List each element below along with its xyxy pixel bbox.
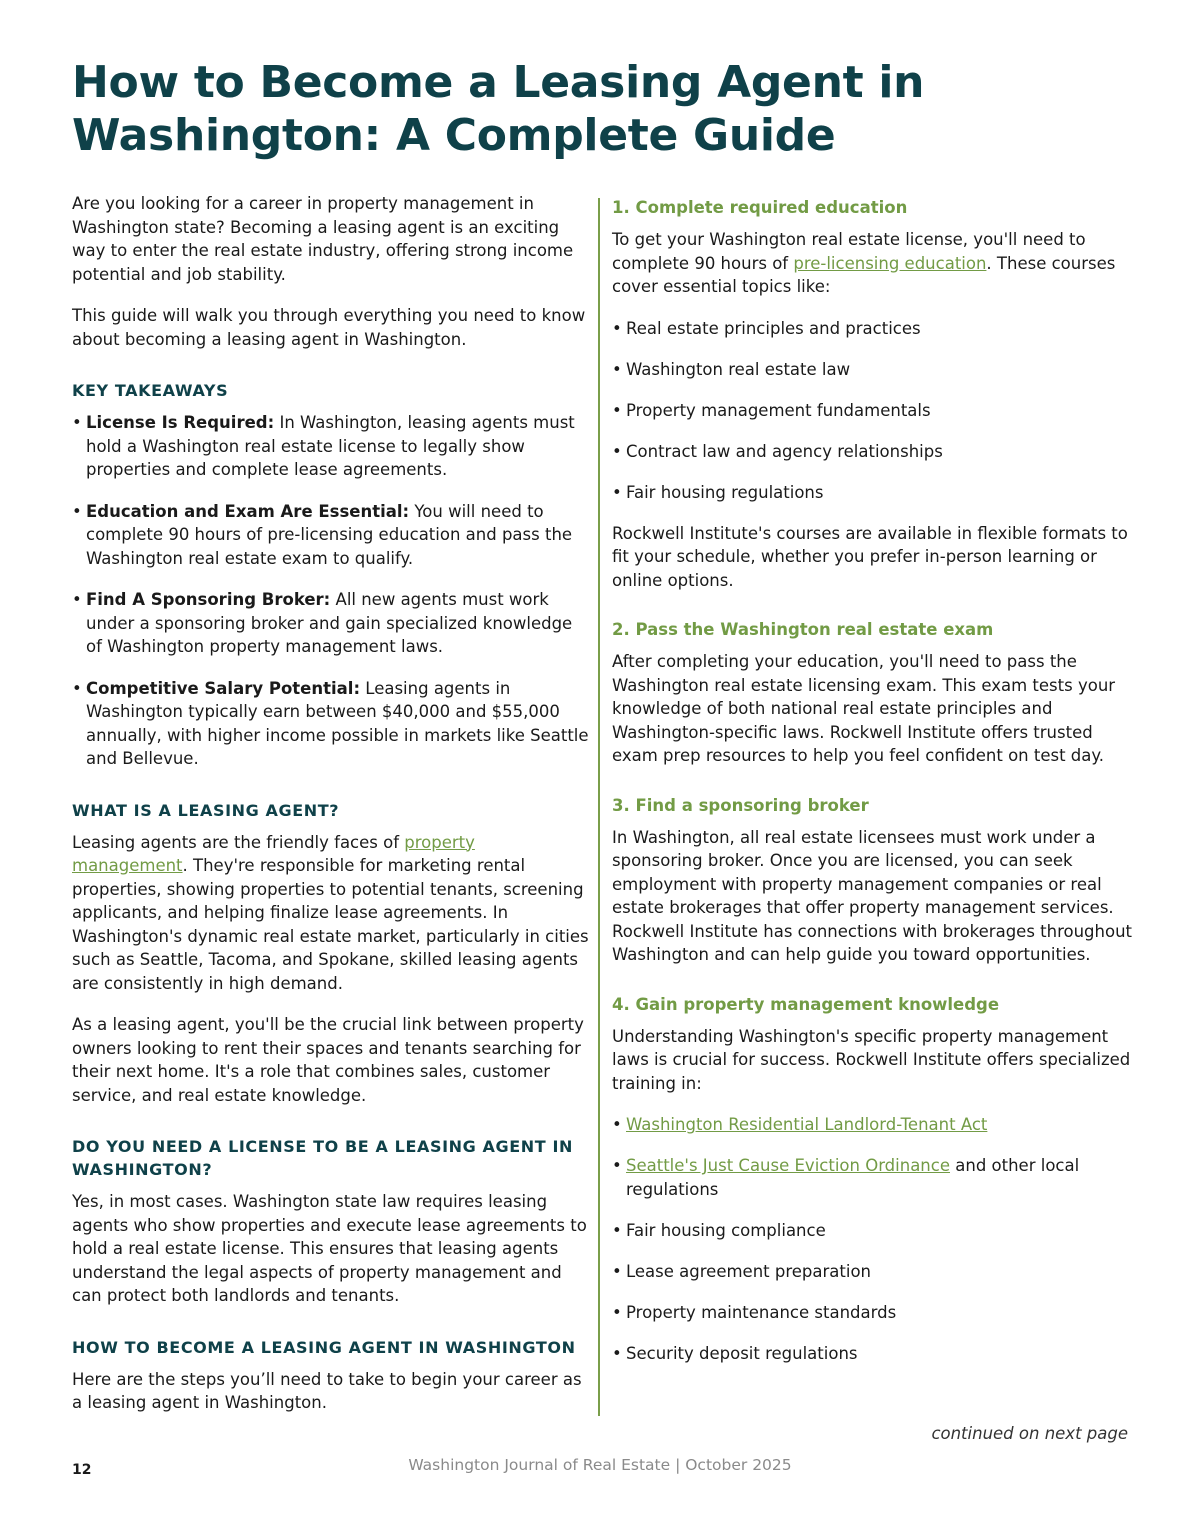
text-span: . They're responsible for marketing rental properties, showing properties to potential tenants, screening applicants, and helping finalize lease agreements. In Washington's dynamic real estate market, particularly in cities such as Seattle, Tacoma, and Spokane, skilled leasing agents are consistently in high demand. <box>72 856 589 993</box>
what-is-heading: WHAT IS A LEASING AGENT? <box>72 800 340 820</box>
takeaway-text: All new agents must work under a sponsoring broker and gain specialized knowledge of Washington property management laws. <box>86 590 573 656</box>
intro-paragraph-2: This guide will walk you through everything you need to know about becoming a leasing agent in Washington. <box>72 306 586 349</box>
right-column <box>612 196 1137 1365</box>
text-span: To get your Washington real estate license, you'll need to complete 90 hours of <box>612 230 1086 273</box>
step-4-paragraph: Understanding Washington's specific property management laws is crucial for success. Rockwell Institute offers specialized training in: <box>612 1026 1131 1093</box>
step-4-heading: 4. Gain property management knowledge <box>612 994 1000 1014</box>
text-span: Leasing agents are the friendly faces of <box>72 832 405 852</box>
step-2-paragraph: After completing your education, you'll need to pass the Washington real estate licensing exam. This exam tests your knowledge of both national real estate principles and Washington-specific laws. Rockwell Institute offers trusted exam prep resources to help you feel confident on test day. <box>612 652 1116 765</box>
list-item: • Fair housing regulations <box>612 481 1137 505</box>
step-3-heading: 3. Find a sponsoring broker <box>612 795 869 815</box>
takeaway-text: You will need to complete 90 hours of pre-licensing education and pass the Washington real estate exam to qualify. <box>86 501 573 568</box>
list-item: • Real estate principles and practices <box>612 317 1137 341</box>
step-4-training-list <box>612 1113 1137 1365</box>
takeaway-text: In Washington, leasing agents must hold a Washington real estate license to legally show properties and complete lease agreements. <box>86 413 575 479</box>
takeaway-text: Leasing agents in Washington typically earn between $40,000 and $55,000 annually, with higher income possible in markets like Seattle and Bellevue. <box>86 678 589 768</box>
step-1-heading: 1. Complete required education <box>612 198 908 217</box>
continued-note: continued on next page <box>931 1424 1128 1443</box>
list-item: • Property management fundamentals <box>612 399 1137 423</box>
how-to-paragraph: Here are the steps you’ll need to take to begin your career as a leasing agent in Washington. <box>72 1369 582 1412</box>
step-2-heading: 2. Pass the Washington real estate exam <box>612 620 994 639</box>
list-item <box>612 1113 1137 1137</box>
property-management-link[interactable]: property management <box>72 832 475 875</box>
what-is-paragraph-1 <box>72 831 592 996</box>
left-column <box>72 192 592 1415</box>
list-item <box>72 500 592 571</box>
page-number: 12 <box>72 1462 92 1478</box>
intro-paragraph-1: Are you looking for a career in property management in Washington state? Becoming a leasing agent is an exciting way to enter the real estate industry, offering strong income potential and job stability. <box>72 194 574 284</box>
takeaway-label: Education and Exam Are Essential: <box>86 501 410 521</box>
text-span: and other local regulations <box>626 1156 1080 1199</box>
list-item: • Fair housing compliance <box>612 1219 1137 1243</box>
list-item: • Washington real estate law <box>612 358 1137 382</box>
eviction-ordinance-link[interactable]: Seattle's Just Cause Eviction Ordinance <box>626 1156 950 1175</box>
list-item: • Security deposit regulations <box>612 1342 1137 1366</box>
step-1-paragraph <box>612 228 1137 299</box>
takeaway-label: Find A Sponsoring Broker: <box>86 590 331 609</box>
license-paragraph: Yes, in most cases. Washington state law requires leasing agents who show properties and execute lease agreements to hold a real estate license. This ensures that leasing agents understand the legal aspects of property management and can protect both landlords and tenants. <box>72 1192 587 1305</box>
key-takeaways-heading: KEY TAKEAWAYS <box>72 381 229 400</box>
list-item <box>612 1154 1137 1201</box>
list-item: • Lease agreement preparation <box>612 1260 1137 1284</box>
takeaway-label: License Is Required: <box>86 413 275 432</box>
page-title: How to Become a Leasing Agent in Washington: A Complete Guide <box>72 57 925 161</box>
key-takeaways-list <box>72 411 592 771</box>
list-item <box>72 677 592 771</box>
step-1-topics-list <box>612 317 1137 505</box>
footer-publication: Washington Journal of Real Estate | October 2025 <box>408 1456 792 1474</box>
list-item: • Contract law and agency relationships <box>612 440 1137 464</box>
license-heading: DO YOU NEED A LICENSE TO BE A LEASING AGENT IN WASHINGTON? <box>72 1137 573 1179</box>
list-item <box>72 411 592 482</box>
landlord-tenant-act-link[interactable]: Washington Residential Landlord-Tenant Act <box>626 1115 988 1134</box>
list-item <box>72 588 592 659</box>
step-1-after-paragraph: Rockwell Institute's courses are available in flexible formats to fit your schedule, whether you prefer in-person learning or online options. <box>612 523 1128 590</box>
list-item: • Property maintenance standards <box>612 1301 1137 1325</box>
what-is-paragraph-2: As a leasing agent, you'll be the crucial link between property owners looking to rent their spaces and tenants searching for their next home. It's a role that combines sales, customer service, and real estate knowledge. <box>72 1015 584 1105</box>
how-to-heading: HOW TO BECOME A LEASING AGENT IN WASHINGTON <box>72 1337 576 1357</box>
takeaway-label: Competitive Salary Potential: <box>86 678 361 698</box>
column-divider <box>598 198 600 1416</box>
text-span: . These courses cover essential topics like: <box>612 253 1116 296</box>
pre-licensing-education-link[interactable]: pre-licensing education <box>793 253 987 273</box>
step-3-paragraph: In Washington, all real estate licensees must work under a sponsoring broker. Once you are licensed, you can seek employment with property management companies or real estate brokerages that offer property management services. Rockwell Institute has connections with brokerages throughout Washington and can help guide you toward opportunities. <box>612 827 1133 964</box>
